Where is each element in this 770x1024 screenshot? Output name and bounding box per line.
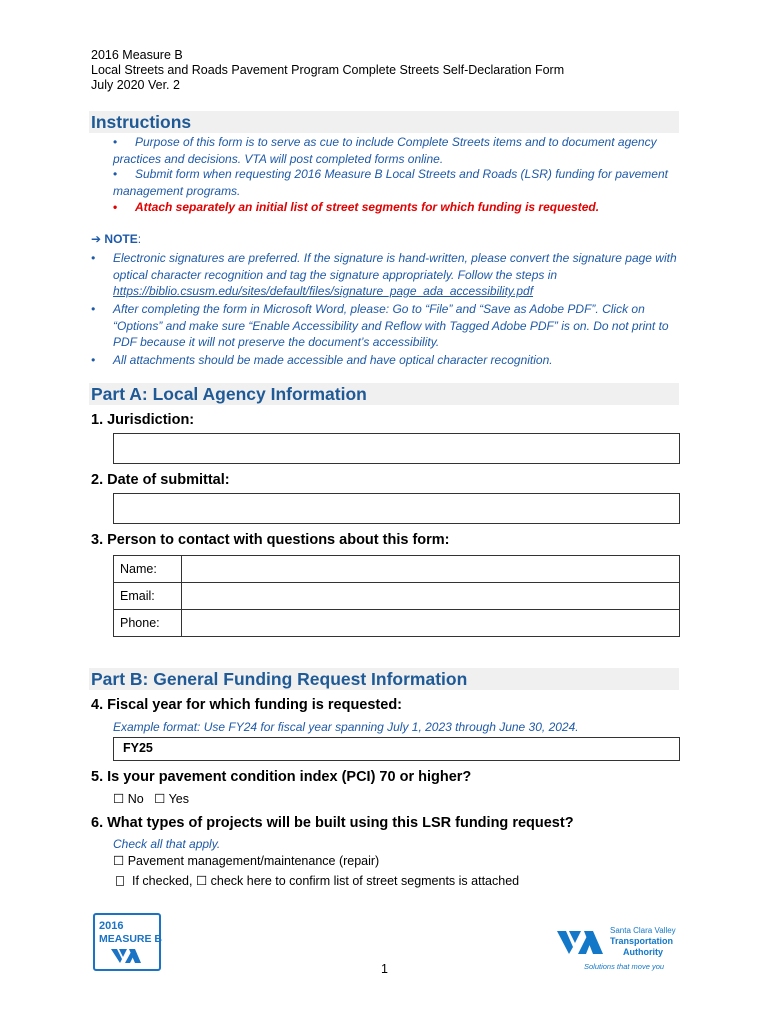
instruction-bullet-3: • Attach separately an initial list of street segments for which funding is requested. [113,200,600,214]
vta-mark-icon [111,948,145,964]
header-line-3: July 2020 Ver. 2 [91,78,180,92]
question-5-label: 5. Is your pavement condition index (PCI) 70 or higher? [91,769,472,785]
pci-options [113,791,189,806]
contact-row-phone [114,610,680,637]
pavement-option-label: Pavement management/maintenance (repair) [127,854,380,868]
contact-phone-field[interactable] [182,610,680,637]
pci-no-checkbox[interactable]: ☐ [113,792,125,806]
check-all-hint: Check all that apply. [113,837,221,851]
contact-table [113,555,680,637]
fiscal-year-example: Example format: Use FY24 for fiscal year spanning July 1, 2023 through June 30, 2024. [113,720,579,734]
note-item-1: • Electronic signatures are preferred. If the signature is hand-written, please convert the signature page with optical character recognition and tag the signature appropriately. Follow the steps in https://biblio.csusm.edu/sites/default/files/signature_page_ada_accessibility.pdf [91,251,677,298]
part-b-heading: Part B: General Funding Request Information [89,668,679,690]
vta-logo-mark-icon [557,929,609,955]
pci-yes-label: Yes [168,792,189,806]
contact-row-name [114,556,680,583]
pavement-checkbox[interactable]: ☐ [113,854,125,868]
question-3-label: 3. Person to contact with questions about this form: [91,532,450,548]
contact-email-field[interactable] [182,583,680,610]
contact-label: Name: [114,556,182,583]
question-4-label: 4. Fiscal year for which funding is requested: [91,697,403,713]
note-heading: ➔ NOTE: [91,232,142,246]
instructions-heading: Instructions [89,111,679,133]
contact-row-email [114,583,680,610]
segments-confirm-checkbox[interactable]: ☐ [195,874,208,888]
measure-b-logo [93,913,161,971]
segments-confirm-option [116,873,519,888]
pavement-option [113,853,379,868]
vta-name-line-2: Transportation [610,936,674,946]
vta-tagline: Solutions that move you [584,962,665,971]
segments-confirm-label: check here to confirm list of street segments is attached [210,874,520,888]
page-number: 1 [381,962,388,976]
instruction-bullet-2: • Submit form when requesting 2016 Measure B Local Streets and Roads (LSR) funding for pavement management programs. [113,167,668,198]
question-2-label: 2. Date of submittal: [91,472,230,488]
logo-year: 2016 [99,920,124,932]
header-line-1: 2016 Measure B [91,48,183,62]
note-item-2: • After completing the form in Microsoft Word, please: Go to “File” and “Save as Adobe PDF”. Click on “Options” and make sure “Enable Accessibility and Reflow with Tagged Adobe PDF” is on. Do not print to PDF because it will not preserve the document’s accessibility. [91,302,669,349]
note-item-3: • All attachments should be made accessible and have optical character recognition. [91,353,553,367]
question-6-label: 6. What types of projects will be built using this LSR funding request? [91,815,574,831]
contact-label: Email: [114,583,182,610]
segments-confirm-prefix: If checked, [132,874,193,888]
vta-name-line-3: Authority [623,947,663,957]
logo-measure-b: MEASURE B [99,933,163,945]
header-line-2: Local Streets and Roads Pavement Program Complete Streets Self-Declaration Form [91,63,565,77]
sub-item-marker-icon [116,876,124,886]
question-1-label: 1. Jurisdiction: [91,412,195,428]
instruction-bullet-1: • Purpose of this form is to serve as cue to include Complete Streets items and to document agency practices and decisions. VTA will post completed forms online. [113,135,657,166]
date-of-submittal-field[interactable] [113,493,680,524]
contact-name-field[interactable] [182,556,680,583]
signature-accessibility-link[interactable]: https://biblio.csusm.edu/sites/default/files/signature_page_ada_accessibility.pdf [113,284,534,298]
pci-yes-checkbox[interactable]: ☐ [154,792,166,806]
vta-name-line-1: Santa Clara Valley [610,926,676,935]
fiscal-year-field[interactable]: FY25 [113,737,680,761]
pci-no-label: No [127,792,144,806]
arrow-right-icon: ➔ [91,232,102,246]
part-a-heading: Part A: Local Agency Information [89,383,679,405]
contact-label: Phone: [114,610,182,637]
jurisdiction-field[interactable] [113,433,680,464]
vta-logo [557,926,682,974]
